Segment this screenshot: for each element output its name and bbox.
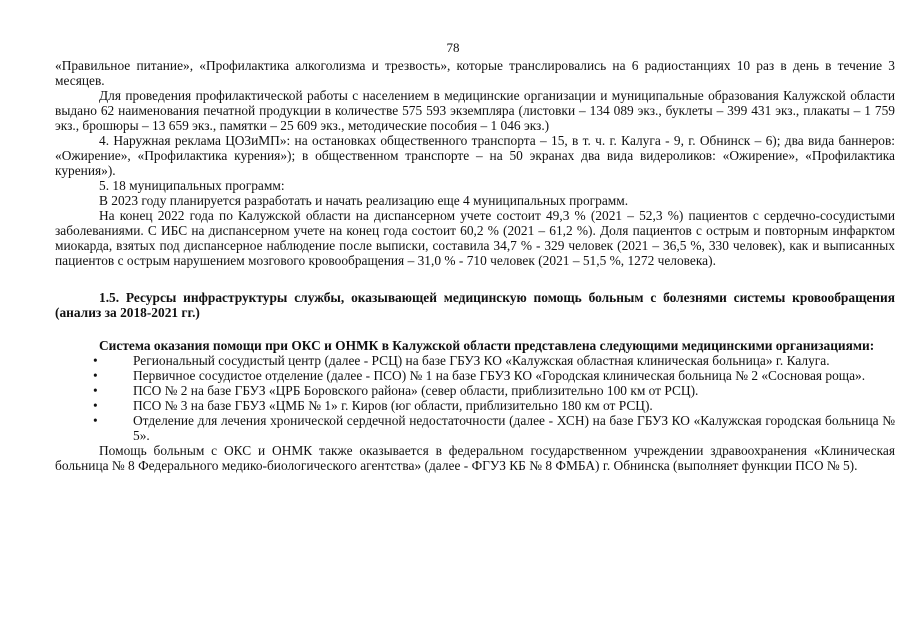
paragraph-federal-hospital: Помощь больным с ОКС и ОНМК также оказывается в федеральном государственном учреждении здравоохранения «Клиническая больница № 8 Федерального медико-биологического агентства» (далее - ФГУЗ КБ № 8 ФМБА) г. Обнинска (выполняет функции ПСО № 5). (55, 443, 895, 473)
system-heading: Система оказания помощи при ОКС и ОНМК в Калужской области представлена следующими медицинскими организациями: (99, 338, 875, 353)
paragraph-plans-2023: В 2023 году планируется разработать и начать реализацию еще 4 муниципальных программ. (99, 193, 629, 208)
organization-list (55, 353, 895, 443)
list-item-text: Региональный сосудистый центр (далее - РСЦ) на базе ГБУЗ КО «Калужская областная клиническая больница» г. Калуга. (133, 353, 830, 368)
paragraph-outdoor-advertising: 4. Наружная реклама ЦОЗиМП»: на остановках общественного транспорта – 15, в т. ч. г. Калуга - 9, г. Обнинск – 6); два вида баннеров: «Ожирение», «Профилактика курения»); в общественном транспорте – на 50 экранах два вида видероликов: «Ожирение», «Профилактика курения»). (55, 133, 895, 178)
list-item-text: ПСО № 2 на базе ГБУЗ «ЦРБ Боровского района» (север области, приблизительно 100 км от РСЦ). (133, 383, 699, 398)
paragraph-dispensary-stats: На конец 2022 года по Калужской области на диспансерном учете состоит 49,3 % (2021 – 52,3 %) пациентов с сердечно-сосудистыми заболеваниями. С ИБС на диспансерном учете на конец года состоит 60,2 % (2021 – 61,2 %). Доля пациентов с острым и повторным инфарктом миокарда, взятых под диспансерное наблюдение после выписки, составила 34,7 % - 329 человек (2021 – 36,5 %, 330 человек), как и выписанных пациентов с острым нарушением мозгового кровообращения – 31,0 % - 710 человек (2021 – 51,5 %, 1272 человека). (55, 208, 895, 268)
paragraph-municipal-programs: 5. 18 муниципальных программ: (99, 178, 285, 193)
page-number: 78 (446, 40, 460, 55)
bullet-icon: • (93, 368, 98, 383)
paragraph-printed-materials: Для проведения профилактической работы с населением в медицинские организации и муниципальные образования Калужской области выдано 62 наименования печатной продукции в количестве 575 593 экземпляра (листовки – 134 089 экз., буклеты – 399 431 экз., плакаты – 1 759 экз., брошюры – 13 659 экз., памятки – 25 609 экз., методические пособия – 1 046 экз.) (55, 88, 895, 133)
list-item (55, 398, 895, 413)
bullet-icon: • (93, 353, 98, 368)
list-item (55, 413, 895, 443)
list-item (55, 368, 895, 383)
list-item (55, 383, 895, 398)
list-item-text: ПСО № 3 на базе ГБУЗ «ЦМБ № 1» г. Киров (юг области, приблизительно 180 км от РСЦ). (133, 398, 653, 413)
list-item (55, 353, 895, 368)
bullet-icon: • (93, 413, 98, 428)
list-item-text: Отделение для лечения хронической сердечной недостаточности (далее - ХСН) на базе ГБУЗ КО «Калужская городская больница № 5». (133, 413, 895, 443)
bullet-icon: • (93, 383, 98, 398)
page-content (55, 58, 895, 473)
list-item-text: Первичное сосудистое отделение (далее - ПСО) № 1 на базе ГБУЗ КО «Городская клиническая больница № 2 «Сосновая роща». (133, 368, 866, 383)
section-heading: 1.5. Ресурсы инфраструктуры службы, оказывающей медицинскую помощь больным с болезнями системы кровообращения (анализ за 2018-2021 гг.) (55, 290, 895, 320)
bullet-icon: • (93, 398, 98, 413)
paragraph-radio: «Правильное питание», «Профилактика алкоголизма и трезвость», которые транслировались на 6 радиостанциях 10 раз в день в течение 3 месяцев. (55, 58, 895, 88)
